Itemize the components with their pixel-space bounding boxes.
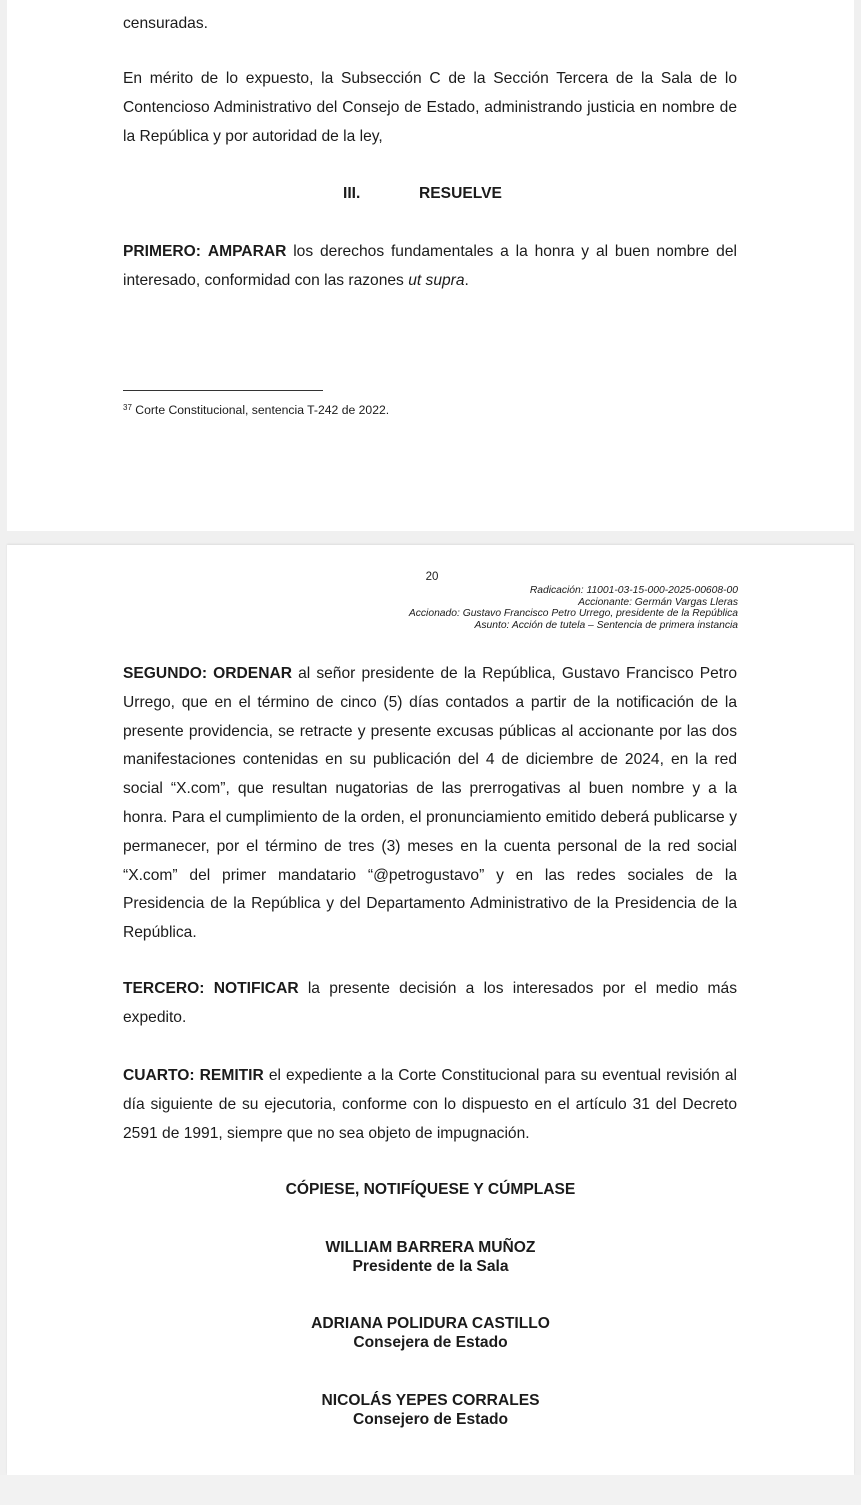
cuarto-verb: REMITIR bbox=[199, 1067, 264, 1084]
tercero-verb: NOTIFICAR bbox=[213, 980, 299, 997]
signatory-role: Consejera de Estado bbox=[353, 1334, 508, 1351]
case-header bbox=[238, 585, 738, 631]
header-accionante: Accionante: Germán Vargas Lleras bbox=[578, 596, 738, 608]
signatory-name: ADRIANA POLIDURA CASTILLO bbox=[311, 1315, 550, 1332]
footnote-rule bbox=[123, 390, 323, 391]
merit-paragraph: En mérito de lo expuesto, la Subsección C de la Sección Tercera de la Sala de lo Contencioso Administrativo del Consejo de Estado, administrando justicia en nombre de la República y por autoridad de la ley, bbox=[123, 70, 737, 145]
cuarto-text: el expediente a la Corte Constitucional para su eventual revisión al día siguiente de su ejecutoria, conforme con lo dispuesto en el artículo 31 del Decreto 2591 de 1991, siempre que no sea objeto de impugnación. bbox=[123, 1067, 737, 1142]
signature-block-3 bbox=[7, 1391, 854, 1429]
header-asunto: Asunto: Acción de tutela – Sentencia de primera instancia bbox=[474, 619, 738, 631]
signatory-name: WILLIAM BARRERA MUÑOZ bbox=[325, 1239, 536, 1256]
signatory-name: NICOLÁS YEPES CORRALES bbox=[321, 1392, 540, 1409]
section-title: RESUELVE bbox=[419, 185, 502, 202]
segundo-label: SEGUNDO: bbox=[123, 665, 208, 682]
primero-italic: ut supra bbox=[408, 271, 465, 289]
header-radicacion: Radicación: 11001-03-15-000-2025-00608-00 bbox=[529, 585, 738, 596]
tercero-paragraph bbox=[123, 975, 737, 1033]
footnote bbox=[123, 400, 389, 418]
footnote-number: 37 bbox=[123, 403, 132, 412]
page-number: 20 bbox=[425, 571, 439, 583]
header-accionado: Accionado: Gustavo Francisco Petro Urrego, presidente de la República bbox=[408, 608, 738, 619]
primero-text: los derechos fundamentales a la honra y al buen nombre del interesado, conformidad con las razones bbox=[123, 243, 737, 289]
tercero-label: TERCERO: bbox=[123, 980, 205, 997]
footnote-text: Corte Constitucional, sentencia T-242 de 2022. bbox=[131, 403, 390, 417]
document-page-2 bbox=[7, 545, 854, 1475]
cuarto-paragraph bbox=[123, 1062, 737, 1148]
segundo-text: al señor presidente de la República, Gustavo Francisco Petro Urrego, que en el término de cinco (5) días contados a partir de la notificación de la presente providencia, se retracte y presente excusas públicas al accionante por las dos manifestaciones contenidas en su publicación del 4 de diciembre de 2024, en la red social “X.com”, que resultan nugatorias de las prerrogativas al buen nombre y a la honra. Para el cumplimiento de la orden, el pronunciamiento emitido deberá publicarse y permanecer, por el término de tres (3) meses en la cuenta personal de la red social “X.com” del primer mandatario “@petrogustavo” y en las redes sociales de la Presidencia de la República y del Departamento Administrativo de la Presidencia de la República. bbox=[123, 665, 737, 942]
primero-end: . bbox=[464, 271, 469, 289]
primero-verb: AMPARAR bbox=[207, 243, 287, 260]
primero-label: PRIMERO: bbox=[123, 243, 201, 260]
section-number: III. bbox=[343, 185, 361, 202]
cuarto-label: CUARTO: bbox=[123, 1067, 195, 1084]
signature-block-1 bbox=[7, 1238, 854, 1276]
signatory-role: Presidente de la Sala bbox=[352, 1258, 509, 1275]
bottom-strip bbox=[0, 1475, 861, 1505]
document-page-1 bbox=[7, 0, 854, 531]
closing-formula: CÓPIESE, NOTIFÍQUESE Y CÚMPLASE bbox=[285, 1181, 576, 1198]
signatory-role: Consejero de Estado bbox=[352, 1411, 509, 1428]
tercero-text: la presente decisión a los interesados por el medio más expedito. bbox=[123, 980, 737, 1026]
segundo-paragraph bbox=[123, 660, 737, 948]
primero-paragraph bbox=[123, 238, 737, 296]
signature-block-2 bbox=[7, 1314, 854, 1352]
top-line: censuradas. bbox=[123, 15, 208, 32]
segundo-verb: ORDENAR bbox=[213, 665, 292, 682]
